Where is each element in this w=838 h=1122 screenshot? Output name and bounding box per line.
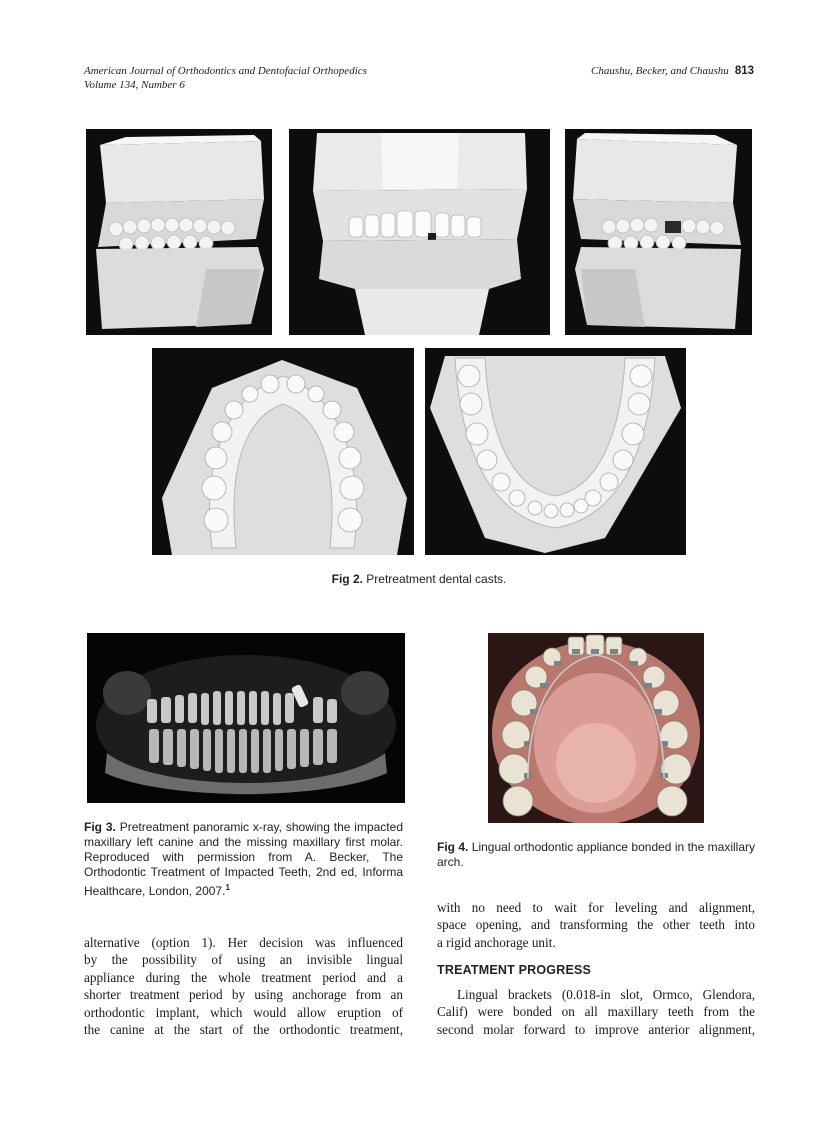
fig4-label: Fig 4. (437, 840, 469, 854)
fig2-label: Fig 2. (331, 572, 363, 586)
fig3-caption (84, 820, 403, 899)
cast-left-lateral-photo (565, 129, 752, 335)
running-header-journal (84, 64, 367, 92)
journal-volume: Volume 134, Number 6 (84, 79, 185, 91)
cast-frontal-photo (289, 129, 550, 335)
fig4-caption (437, 840, 755, 870)
body-line: Lingual brackets (0.018-in slot, Ormco, Glendora, (457, 987, 755, 1002)
article-authors: Chaushu, Becker, and Chaushu (591, 65, 729, 77)
section-heading: TREATMENT PROGRESS (437, 963, 592, 977)
mandibular-occlusal-photo (425, 348, 686, 555)
fig4-text: Lingual orthodontic appliance bonded in the maxillary arch. (437, 840, 755, 869)
fig2-text: Pretreatment dental casts. (366, 572, 507, 586)
panoramic-xray-photo (87, 633, 405, 803)
body-line: with no need to wait for leveling and alignment, (437, 900, 755, 915)
body-line: the canine at the start of the orthodontic treatment, (84, 1022, 403, 1038)
maxillary-occlusal-photo (152, 348, 414, 555)
body-line: orthodontic implant, which would allow eruption of (84, 1004, 403, 1020)
body-line: by the possibility of using an invisible lingual (84, 952, 403, 968)
page-number: 813 (734, 65, 754, 77)
body-line: space opening, and transforming the other teeth into (437, 917, 755, 933)
cast-right-lateral-photo (86, 129, 272, 335)
right-body-column (437, 899, 755, 951)
running-header-authors (591, 64, 754, 78)
body-line: Calif) were bonded on all maxillary teeth from the (437, 1004, 755, 1020)
body-line: second molar forward to improve anterior alignment, (437, 1021, 755, 1037)
lingual-appliance-photo (488, 633, 704, 823)
fig3-text: Pretreatment panoramic x-ray, showing the impacted maxillary left canine and the missing maxillary first molar. Reproduced with permission from A. Becker, The Orthodontic Treatment of Impacted Teeth, 2nd ed, Informa Healthcare, London, 2007. (84, 820, 403, 898)
body-line: a rigid anchorage unit. (437, 934, 556, 950)
body-line: alternative (option 1). Her decision was influenced (84, 935, 403, 950)
body-line: appliance during the whole treatment period and a (84, 969, 403, 985)
fig3-reference: 1 (225, 883, 230, 892)
right-body-column-lower (437, 986, 755, 1038)
left-body-column (84, 934, 403, 1038)
body-line: shorter treatment period by using anchorage from an (84, 987, 403, 1003)
fig2-caption (0, 572, 838, 587)
fig3-label: Fig 3. (84, 820, 116, 834)
journal-title: American Journal of Orthodontics and Dentofacial Orthopedics (84, 65, 367, 77)
